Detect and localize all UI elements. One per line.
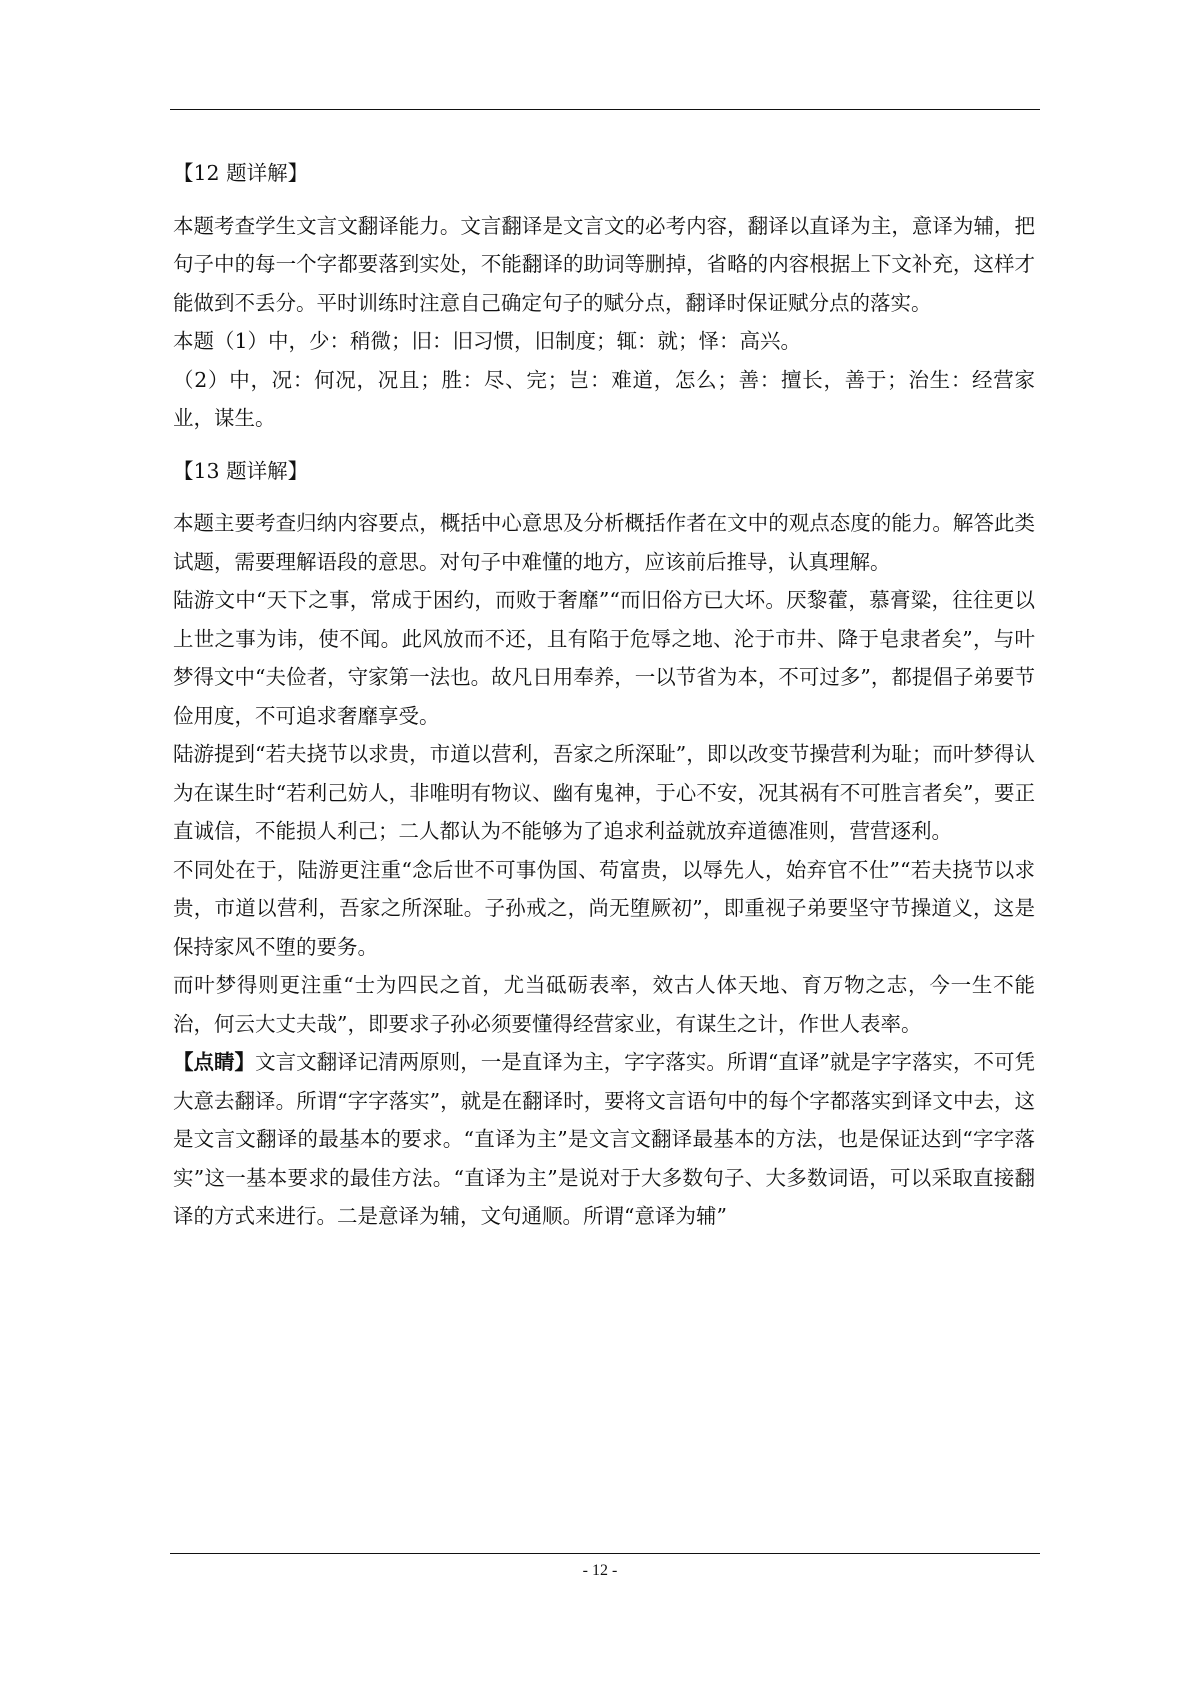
- section-12-para-2: 本题（1）中，少：稍微；旧：旧习惯，旧制度；辄：就；怿：高兴。: [173, 329, 802, 353]
- tip-text: 文言文翻译记清两原则，一是直译为主，字字落实。所谓“直译”就是字字落实，不可凭大意去翻译。所谓“字字落实”，就是在翻译时，要将文言语句中的每个字都落实到译文中去，这是文言文翻译的最基本的要求。“直译为主”是文言文翻译最基本的方法，也是保证达到“字字落实”这一基本要求的最佳方法。“直译为主”是说对于大多数句子、大多数词语，可以采取直接翻译的方式来进行。二是意译为辅，文句通顺。所谓“意译为辅”: [173, 1050, 1036, 1228]
- tip-label: 【点睛】: [173, 1050, 256, 1074]
- section-12-para-1: 本题考查学生文言文翻译能力。文言翻译是文言文的必考内容，翻译以直译为主，意译为辅，把句子中的每一个字都要落到实处，不能翻译的助词等删掉，省略的内容根据上下文补充，这样才能做到不丢分。平时训练时注意自己确定句子的赋分点，翻译时保证赋分点的落实。: [173, 213, 1035, 315]
- section-13-heading: 【13 题详解】: [173, 458, 309, 483]
- header-rule: [170, 109, 1040, 110]
- page-number: - 12 -: [582, 1562, 618, 1579]
- section-13-para-5: 而叶梦得则更注重“士为四民之首，尤当砥砺表率，效古人体天地、育万物之志，今一生不能治，何云大丈夫哉”，即要求子孙必须要懂得经营家业，有谋生之计，作世人表率。: [173, 973, 1035, 1036]
- section-13-para-3: 陆游提到“若夫挠节以求贵，市道以营利，吾家之所深耻”，即以改变节操营利为耻；而叶梦得认为在谋生时“若利己妨人，非唯明有物议、幽有鬼神，于心不安，况其祸有不可胜言者矣”，要正直诚信，不能损人利己；二人都认为不能够为了追求利益就放弃道德准则，营营逐利。: [173, 742, 1035, 843]
- section-13-para-1: 本题主要考查归纳内容要点，概括中心意思及分析概括作者在文中的观点态度的能力。解答此类试题，需要理解语段的意思。对句子中难懂的地方，应该前后推导，认真理解。: [173, 511, 1035, 574]
- tip-paragraph: [173, 1043, 1035, 1236]
- page-body: [173, 154, 1035, 1236]
- section-13-para-4: 不同处在于，陆游更注重“念后世不可事伪国、苟富贵，以辱先人，始弃官不仕”“若夫挠节以求贵，市道以营利，吾家之所深耻。子孙戒之，尚无堕厥初”，即重视子弟要坚守节操道义，这是保持家风不堕的要务。: [173, 857, 1035, 959]
- section-12-para-3: （2）中，况：何况，况且；胜：尽、完；岂：难道，怎么；善：擅长，善于；治生：经营家业，谋生。: [173, 367, 1035, 430]
- section-13-para-2: 陆游文中“天下之事，常成于困约，而败于奢靡”“而旧俗方已大坏。厌黎藿，慕膏粱，往往更以上世之事为讳，使不闻。此风放而不还，且有陷于危辱之地、沦于市井、降于皂隶者矣”，与叶梦得文中“夫俭者，守家第一法也。故凡日用奉养，一以节省为本，不可过多”，都提倡子弟要节俭用度，不可追求奢靡享受。: [173, 588, 1035, 728]
- section-12-heading: 【12 题详解】: [173, 161, 309, 185]
- footer-rule: [170, 1553, 1040, 1554]
